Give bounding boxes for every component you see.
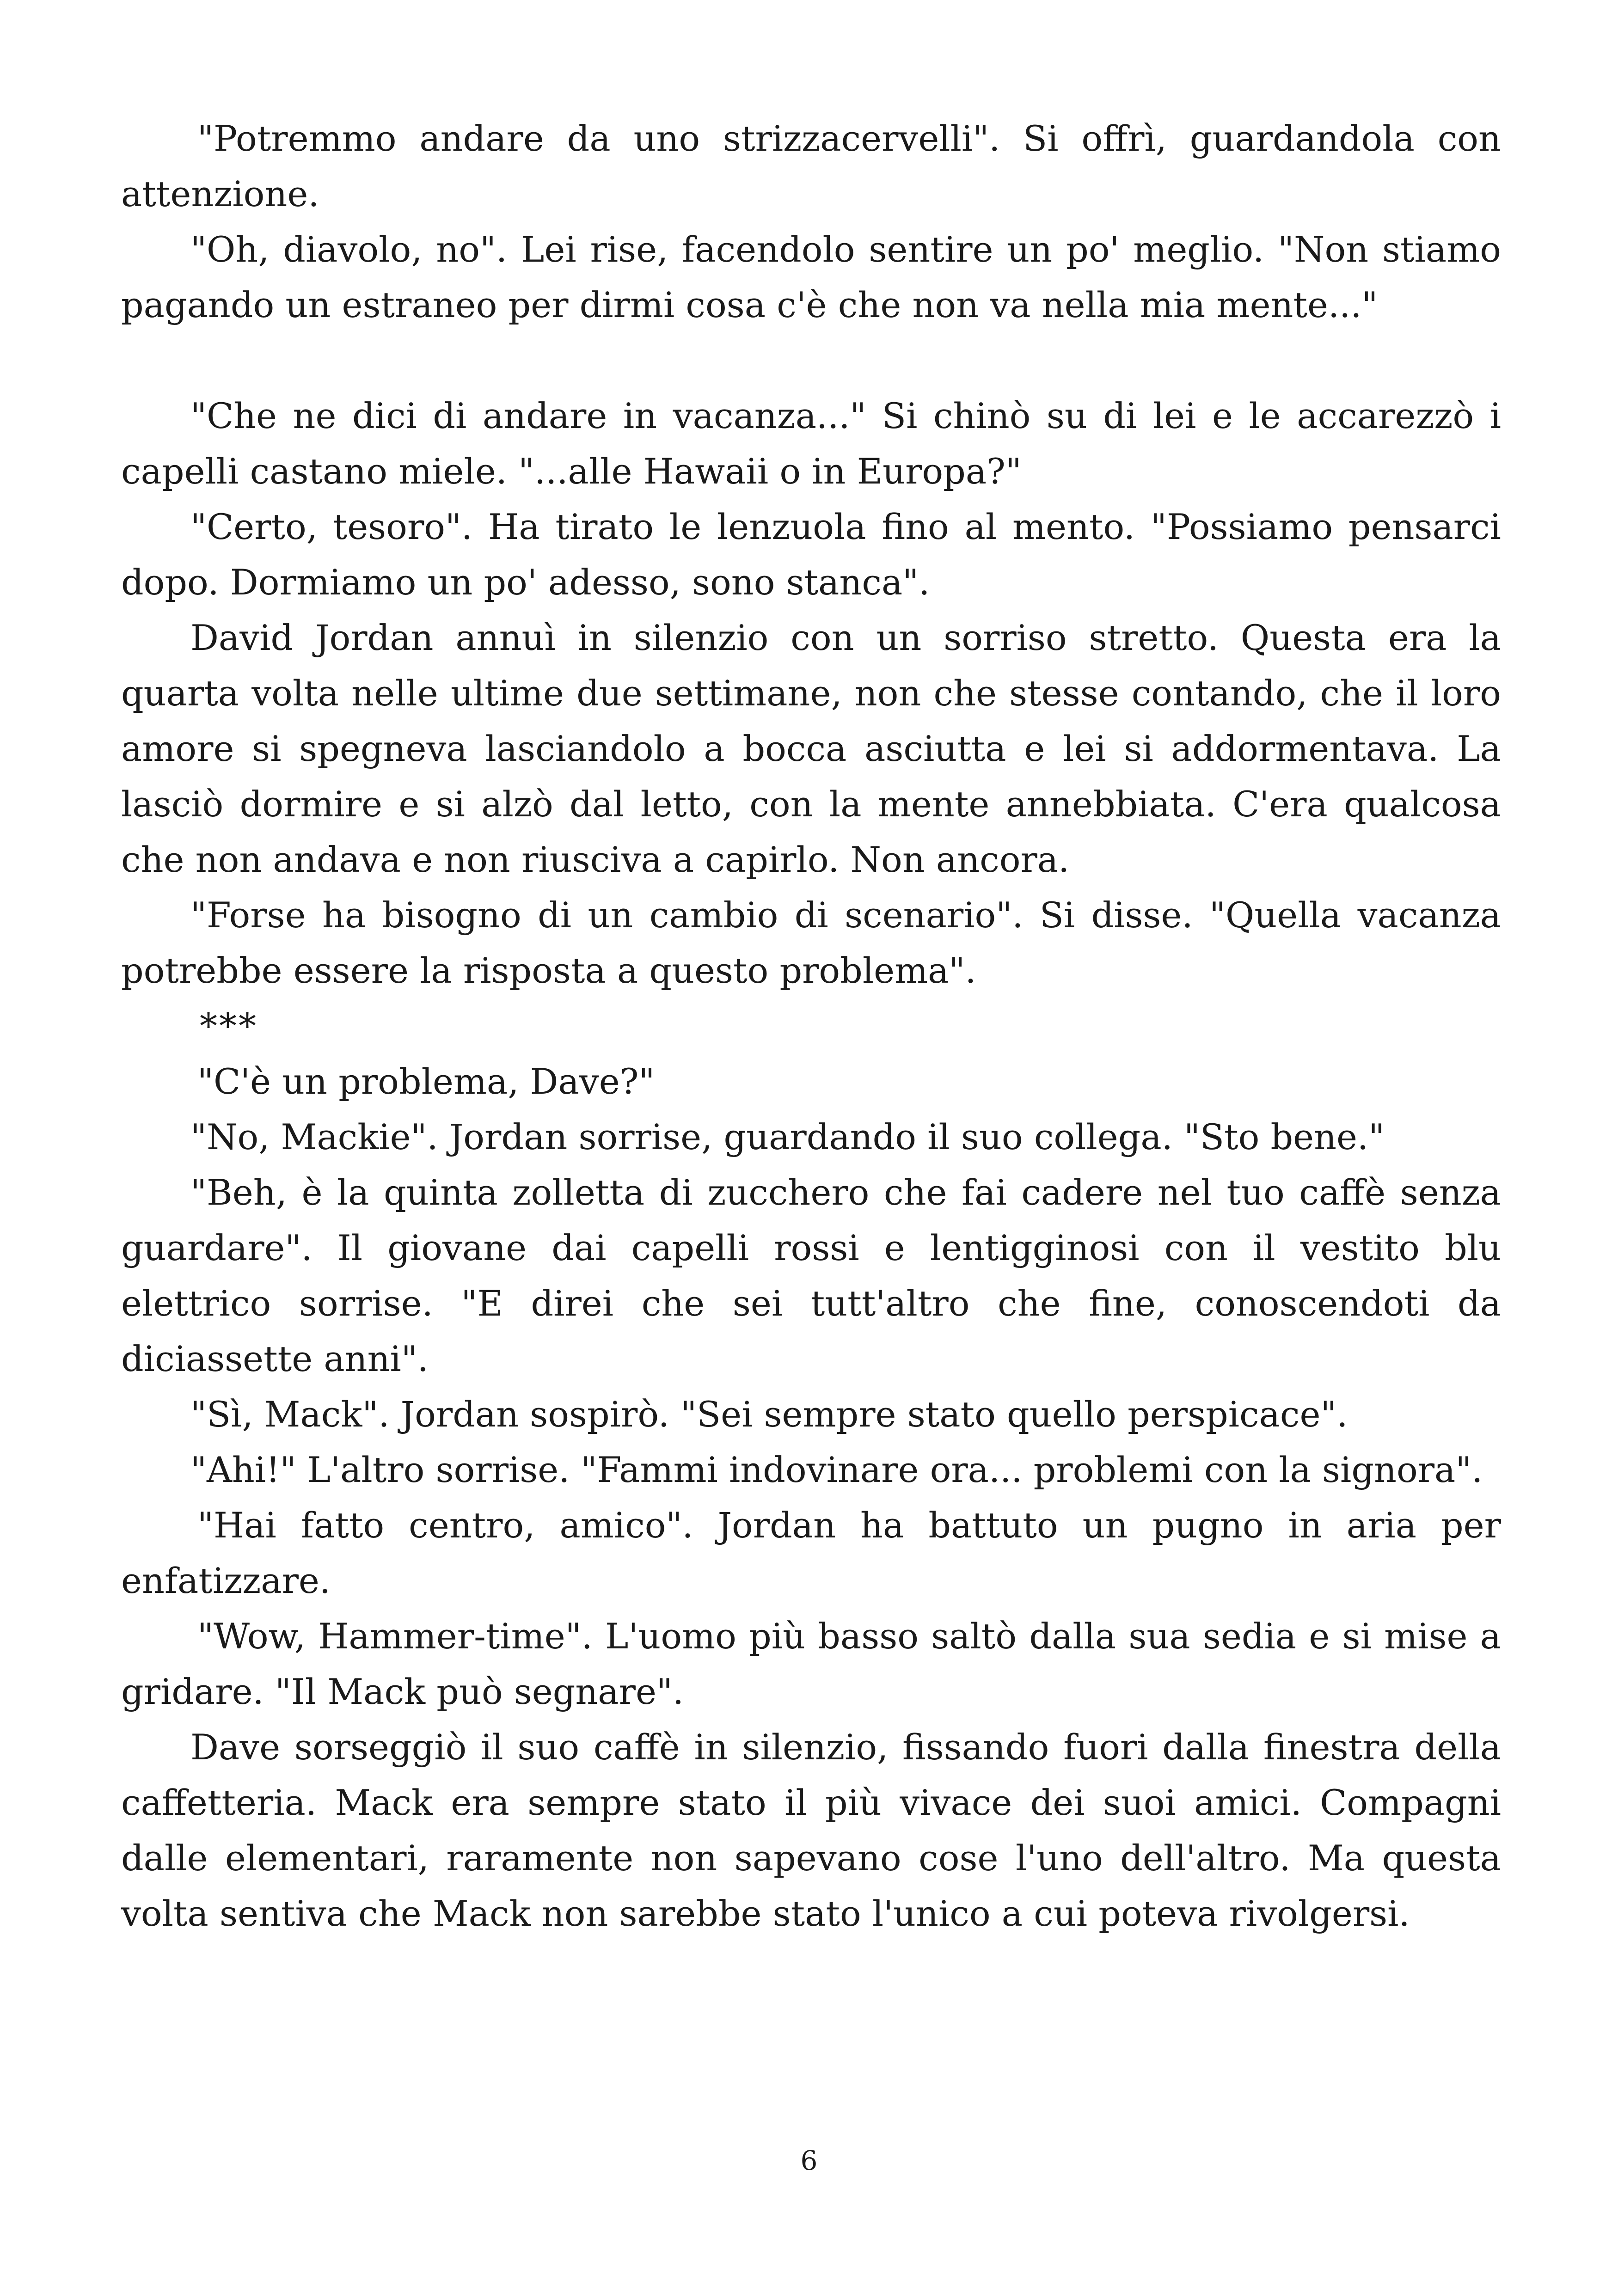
page-number: 6 bbox=[800, 2145, 818, 2176]
paragraph: Dave sorseggiò il suo caffè in silenzio, fissando fuori dalla finestra della caffetteria. Mack era sempre stato il più vivace dei suoi amici. Compagni dalle elementari, raramente non sapevano cose l'uno dell'altro. Ma questa volta sentiva che Mack non sarebbe stato l'unico a cui poteva rivolgersi. bbox=[121, 1727, 1501, 1934]
paragraph: "Hai fatto centro, amico". Jordan ha battuto un pugno in aria per enfatizzare. bbox=[121, 1505, 1501, 1601]
paragraph: "Che ne dici di andare in vacanza..." Si chinò su di lei e le accarezzò i capelli castano miele. "...alle Hawaii o in Europa?" bbox=[121, 395, 1501, 492]
paragraph: "Beh, è la quinta zolletta di zucchero che fai cadere nel tuo caffè senza guardare". Il giovane dai capelli rossi e lentigginosi con il vestito blu elettrico sorrise. "E direi che sei tutt'altro che fine, conoscendoti da diciassette anni". bbox=[121, 1172, 1501, 1379]
paragraph: "Sì, Mack". Jordan sospirò. "Sei sempre stato quello perspicace". bbox=[190, 1394, 1348, 1435]
paragraph: "Oh, diavolo, no". Lei rise, facendolo sentire un po' meglio. "Non stiamo pagando un estraneo per dirmi cosa c'è che non va nella mia mente..." bbox=[121, 229, 1501, 325]
paragraph-gap bbox=[121, 333, 1501, 388]
scene-break: *** bbox=[200, 1005, 258, 1047]
paragraph: "C'è un problema, Dave?" bbox=[197, 1061, 655, 1102]
paragraph: "Potremmo andare da uno strizzacervelli". Si offrì, guardandola con attenzione. bbox=[121, 118, 1501, 214]
paragraph: "Ahi!" L'altro sorrise. "Fammi indovinare ora... problemi con la signora". bbox=[190, 1449, 1483, 1490]
paragraph: "No, Mackie". Jordan sorrise, guardando il suo collega. "Sto bene." bbox=[190, 1116, 1385, 1157]
paragraph: "Certo, tesoro". Ha tirato le lenzuola fino al mento. "Possiamo pensarci dopo. Dormiamo un po' adesso, sono stanca". bbox=[121, 506, 1501, 603]
paragraph: "Wow, Hammer-time". L'uomo più basso saltò dalla sua sedia e si mise a gridare. "Il Mack può segnare". bbox=[121, 1616, 1501, 1712]
page-body bbox=[121, 111, 1501, 1941]
paragraph: David Jordan annuì in silenzio con un sorriso stretto. Questa era la quarta volta nelle ultime due settimane, non che stesse contando, che il loro amore si spegneva lasciandolo a bocca asciutta e lei si addormentava. La lasciò dormire e si alzò dal letto, con la mente annebbiata. C'era qualcosa che non andava e non riusciva a capirlo. Non ancora. bbox=[121, 617, 1501, 880]
paragraph: "Forse ha bisogno di un cambio di scenario". Si disse. "Quella vacanza potrebbe essere la risposta a questo problema". bbox=[121, 894, 1501, 991]
